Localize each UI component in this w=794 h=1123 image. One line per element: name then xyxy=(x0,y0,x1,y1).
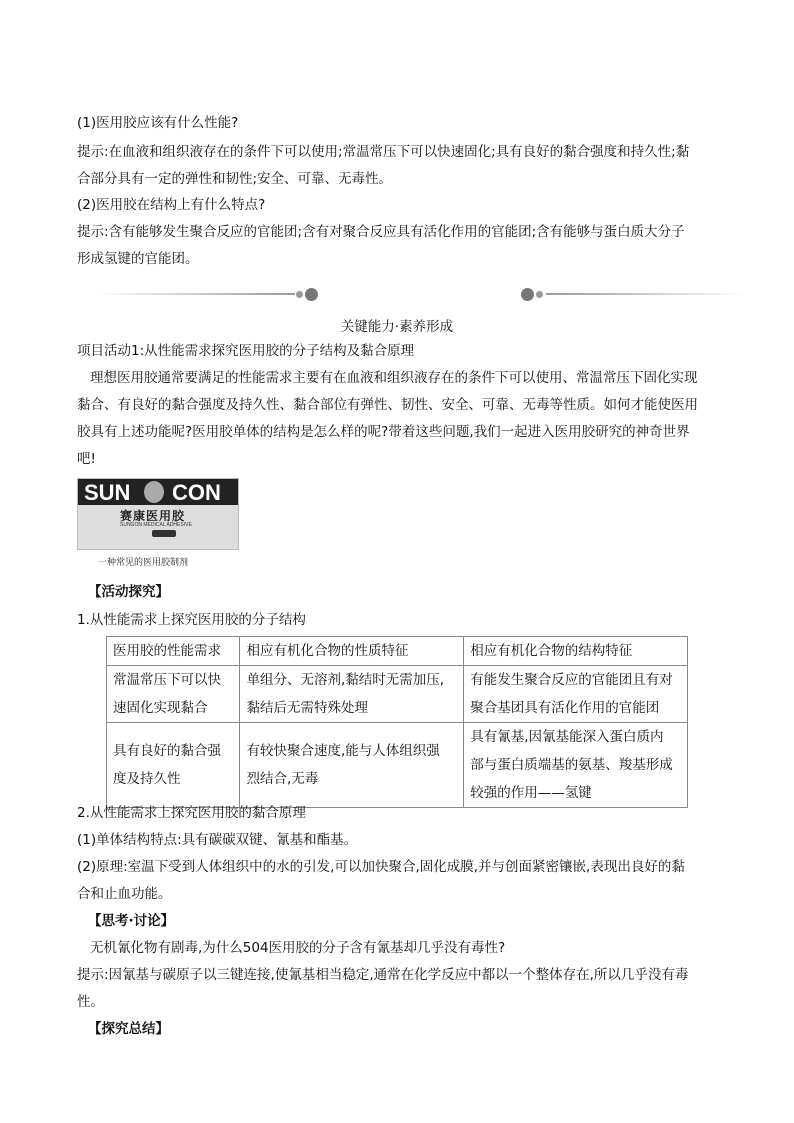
summary-label: 【探究总结】 xyxy=(88,1021,169,1037)
divider-dot-left-large xyxy=(305,288,318,301)
cell-line: 烈结合,无毒 xyxy=(246,771,319,787)
table-header-cell: 医用胶的性能需求 xyxy=(107,637,240,666)
cell-line: 黏结后无需特殊处理 xyxy=(246,700,368,716)
cell-line: 单组分、无溶剂,黏结时无需加压, xyxy=(246,672,445,688)
question-1: (1)医用胶应该有什么性能? xyxy=(77,115,239,131)
hint-2-line-2: 形成氢键的官能团。 xyxy=(77,251,199,267)
divider-dot-right-small xyxy=(536,291,543,298)
product-portrait xyxy=(144,481,164,503)
section-divider-right xyxy=(546,293,746,295)
divider-dot-left-small xyxy=(296,291,303,298)
section-divider-left xyxy=(95,293,295,295)
cell-line: 聚合基团具有活化作用的官能团 xyxy=(470,700,660,716)
cell-line: 速固化实现黏合 xyxy=(113,700,208,716)
question-2: (2)医用胶在结构上有什么特点? xyxy=(77,197,266,213)
product-image xyxy=(77,478,239,550)
intro-line-4: 吧! xyxy=(77,451,96,467)
intro-line-1: 理想医用胶通常要满足的性能需求主要有在血液和组织液存在的条件下可以使用、常温常压下固化实现 xyxy=(90,370,698,386)
cell-line: 部与蛋白质端基的氨基、羧基形成 xyxy=(470,757,673,773)
product-caption: 一种常见的医用胶制剂 xyxy=(98,558,189,568)
discuss-question: 无机氰化物有剧毒,为什么504医用胶的分子含有氰基却几乎没有毒性? xyxy=(90,940,506,956)
product-brand-left: SUN xyxy=(84,480,131,505)
discuss-label: 【思考·讨论】 xyxy=(88,913,175,929)
table-cell xyxy=(107,666,240,723)
cell-line: 具有良好的黏合强 xyxy=(113,743,221,759)
table-row xyxy=(107,723,688,808)
cell-line: 有较快聚合速度,能与人体组织强 xyxy=(246,743,440,759)
product-brand-right: CON xyxy=(172,480,221,505)
product-badge xyxy=(152,530,176,537)
hint-1-line-1: 提示:在血液和组织液存在的条件下可以使用;常温常压下可以快速固化;具有良好的黏合强度和持久性;黏 xyxy=(77,144,690,160)
explore-item-1: 1.从性能需求上探究医用胶的分子结构 xyxy=(77,612,306,628)
principle-2-line-1: (2)原理:室温下受到人体组织中的水的引发,可以加快聚合,固化成膜,并与创面紧密镶嵌,表现出良好的黏 xyxy=(77,859,685,875)
table-cell xyxy=(464,666,688,723)
section-title: 关键能力·素养形成 xyxy=(340,319,454,335)
explore-item-2: 2.从性能需求上探究医用胶的黏合原理 xyxy=(77,805,306,821)
product-english-name: SUNGON MEDICAL ADHESIVE xyxy=(120,522,192,528)
cell-line: 具有氰基,因氰基能深入蛋白质内 xyxy=(470,729,664,745)
table-header-row xyxy=(107,637,688,666)
hint-1-line-2: 合部分具有一定的弹性和韧性;安全、可靠、无毒性。 xyxy=(77,171,393,187)
activity-explore-label: 【活动探究】 xyxy=(88,584,169,600)
cell-line: 度及持久性 xyxy=(113,771,181,787)
table-cell xyxy=(464,723,688,808)
table-cell xyxy=(107,723,240,808)
table-row xyxy=(107,666,688,723)
table-header-cell: 相应有机化合物的性质特征 xyxy=(240,637,464,666)
discuss-hint-line-1: 提示:因氰基与碳原子以三键连接,使氰基相当稳定,通常在化学反应中都以一个整体存在,所以几乎没有毒 xyxy=(77,967,689,983)
activity-title: 项目活动1:从性能需求探究医用胶的分子结构及黏合原理 xyxy=(77,343,415,359)
cell-line: 有能发生聚合反应的官能团且有对 xyxy=(470,672,673,688)
cell-line: 常温常压下可以快 xyxy=(113,672,221,688)
discuss-hint-line-2: 性。 xyxy=(77,994,104,1010)
intro-line-2: 黏合、有良好的黏合强度及持久性、黏合部位有弹性、韧性、安全、可靠、无毒等性质。如何才能使医用 xyxy=(77,397,698,413)
table-header-cell: 相应有机化合物的结构特征 xyxy=(464,637,688,666)
product-banner xyxy=(78,479,238,505)
table-cell xyxy=(240,666,464,723)
structure-table xyxy=(106,636,688,808)
cell-line: 较强的作用——氢键 xyxy=(470,785,592,801)
table-cell xyxy=(240,723,464,808)
intro-line-3: 胶具有上述功能呢?医用胶单体的结构是怎么样的呢?带着这些问题,我们一起进入医用胶研究的神奇世界 xyxy=(77,424,690,440)
principle-1: (1)单体结构特点:具有碳碳双键、氰基和酯基。 xyxy=(77,832,358,848)
principle-2-line-2: 合和止血功能。 xyxy=(77,886,172,902)
product-name: 赛康医用胶 xyxy=(120,509,186,523)
divider-dot-right-large xyxy=(521,288,534,301)
hint-2-line-1: 提示:含有能够发生聚合反应的官能团;含有对聚合反应具有活化作用的官能团;含有能够与蛋白质大分子 xyxy=(77,224,685,240)
